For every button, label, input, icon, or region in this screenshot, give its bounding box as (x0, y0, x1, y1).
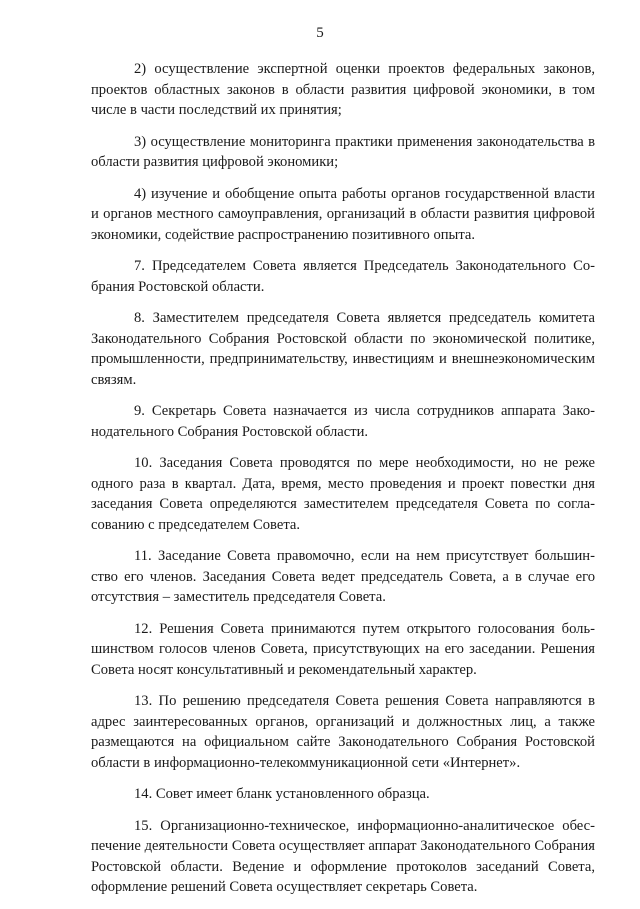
paragraph-section-8: 8. Заместителем председателя Совета является председатель комитета Законодательного Собрания Ростовской области по экономической политике, промышленности, предпринимательству, инвестициям и внешнеэкономическим связям. (91, 310, 595, 388)
page-number: 5 (316, 25, 324, 41)
paragraph-section-9: 9. Секретарь Совета назначается из числа сотрудников аппарата Законодательного Собрания Ростовской области. (91, 403, 595, 440)
paragraph-section-15: 15. Организационно-техническое, информационно-аналитическое обеспечение деятельности Совета осуществляет аппарат Законодательного Собрания Ростовской области. Ведение и оформление протоколов заседаний Совета, оформление решений Совета осуществляет секретарь Совета. (91, 817, 595, 895)
paragraph-section-11: 11. Заседание Совета правомочно, если на нем присутствует большинство его членов. Заседания Совета ведет председатель Совета, а в случае его отсутствия – заместитель председателя Совета. (91, 548, 595, 605)
paragraph-section-12: 12. Решения Совета принимаются путем открытого голосования большинством голосов членов Совета, присутствующих на его заседании. Решения Совета носят консультативный и рекомендательный характер. (91, 620, 595, 678)
paragraph-item-2: 2) осуществление экспертной оценки проектов федеральных законов, проектов областных законов в области развития цифровой экономики, в том числе в части последствий их принятия; (91, 61, 595, 118)
paragraph-section-10: 10. Заседания Совета проводятся по мере необходимости, но не реже одного раза в квартал. Дата, время, место проведения и проект повестки дня заседания Совета определяются заместителем председателя Совета по согласованию с председателем Совета. (91, 455, 595, 533)
document-body (91, 59, 595, 909)
paragraph-section-7: 7. Председателем Совета является Председатель Законодательного Собрания Ростовской области. (91, 258, 595, 295)
paragraph-item-4: 4) изучение и обобщение опыта работы органов государственной власти и органов местного самоуправления, организаций в области развития цифровой экономики, содействие распространению позитивного опыта. (91, 185, 595, 243)
paragraph-section-13: 13. По решению председателя Совета решения Совета направляются в адрес заинтересованных органов, организаций и должностных лиц, а также размещаются на официальном сайте Законодательного Собрания Ростовской области в информационно-телекоммуникационной сети «Интернет». (91, 693, 595, 771)
paragraph-section-14: 14. Совет имеет бланк установленного образца. (134, 786, 430, 802)
paragraph-item-3: 3) осуществление мониторинга практики применения законодательства в области развития цифровой экономики; (91, 133, 595, 170)
